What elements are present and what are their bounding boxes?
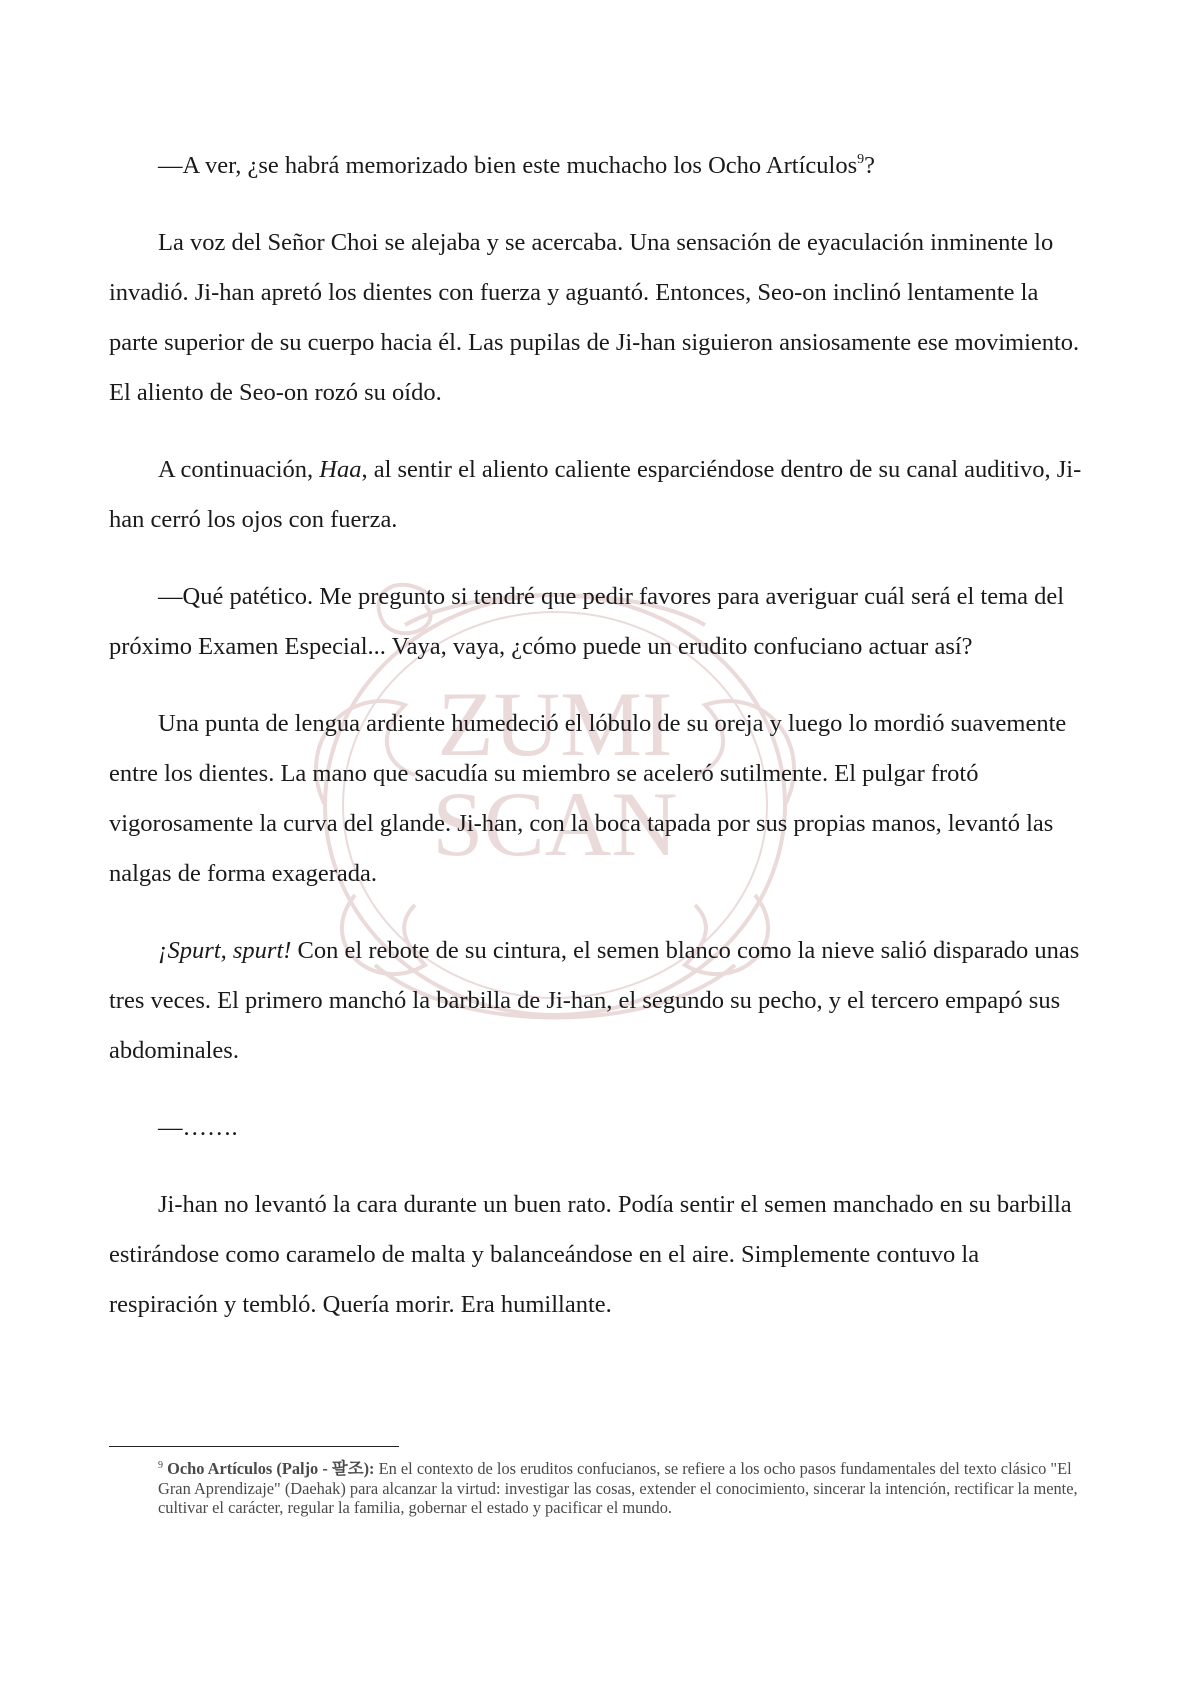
watermark-line1: ZUMI [437, 673, 673, 775]
footnote-term: Ocho Artículos (Paljo - 팔조): [167, 1459, 375, 1478]
paragraph-4: —Qué patético. Me pregunto si tendré que pedir favores para averiguar cuál será el tema del próximo Examen Especial... Vaya, vaya, ¿cómo puede un erudito confuciano actuar así? [109, 583, 1065, 660]
footnote [158, 1456, 1088, 1518]
footnote-divider [109, 1446, 399, 1447]
paragraph-7: —……. [158, 1114, 238, 1141]
watermark-line2: SCAN [432, 773, 678, 875]
footnote-number: 9 [158, 1460, 163, 1471]
paragraph-3: A continuación, Haa, al sentir el aliento caliente esparciéndose dentro de su canal auditivo, Ji-han cerró los ojos con fuerza. [109, 456, 1082, 533]
paragraph-2: La voz del Señor Choi se alejaba y se acercaba. Una sensación de eyaculación inminente lo invadió. Ji-han apretó los dientes con fuerza y aguantó. Entonces, Seo-on inclinó lentamente la parte superior de su cuerpo hacia él. Las pupilas de Ji-han siguieron ansiosamente ese movimiento. El aliento de Seo-on rozó su oído. [109, 229, 1080, 406]
footnote-reference[interactable]: 9 [857, 152, 865, 167]
paragraph-8: Ji-han no levantó la cara durante un buen rato. Podía sentir el semen manchado en su barbilla estirándose como caramelo de malta y balanceándose en el aire. Simplemente contuvo la respiración y tembló. Quería morir. Era humillante. [109, 1191, 1072, 1318]
body-text [109, 141, 1089, 1357]
paragraph-1: —A ver, ¿se habrá memorizado bien este muchacho los Ocho Artículos$^9$? [158, 152, 875, 179]
paragraph-6: ¡Spurt, spurt! Con el rebote de su cintura, el semen blanco como la nieve salió disparado unas tres veces. El primero manchó la barbilla de Ji-han, el segundo su pecho, y el tercero empapó sus abdominales. [109, 937, 1080, 1064]
paragraph-5: Una punta de lengua ardiente humedeció el lóbulo de su oreja y luego lo mordió suavemente entre los dientes. La mano que sacudía su miembro se aceleró sutilmente. El pulgar frotó vigorosamente la curva del glande. Ji-han, con la boca tapada por sus propias manos, levantó las nalgas de forma exagerada. [109, 710, 1067, 887]
footnote-text: En el contexto de los eruditos confucianos, se refiere a los ocho pasos fundamentales del texto clásico "El Gran Aprendizaje" (Daehak) para alcanzar la virtud: investigar las cosas, extender el conocimiento, sincerar la intención, rectificar la mente, cultivar el carácter, regular la familia, gobernar el estado y pacificar el mundo. [158, 1459, 1078, 1517]
